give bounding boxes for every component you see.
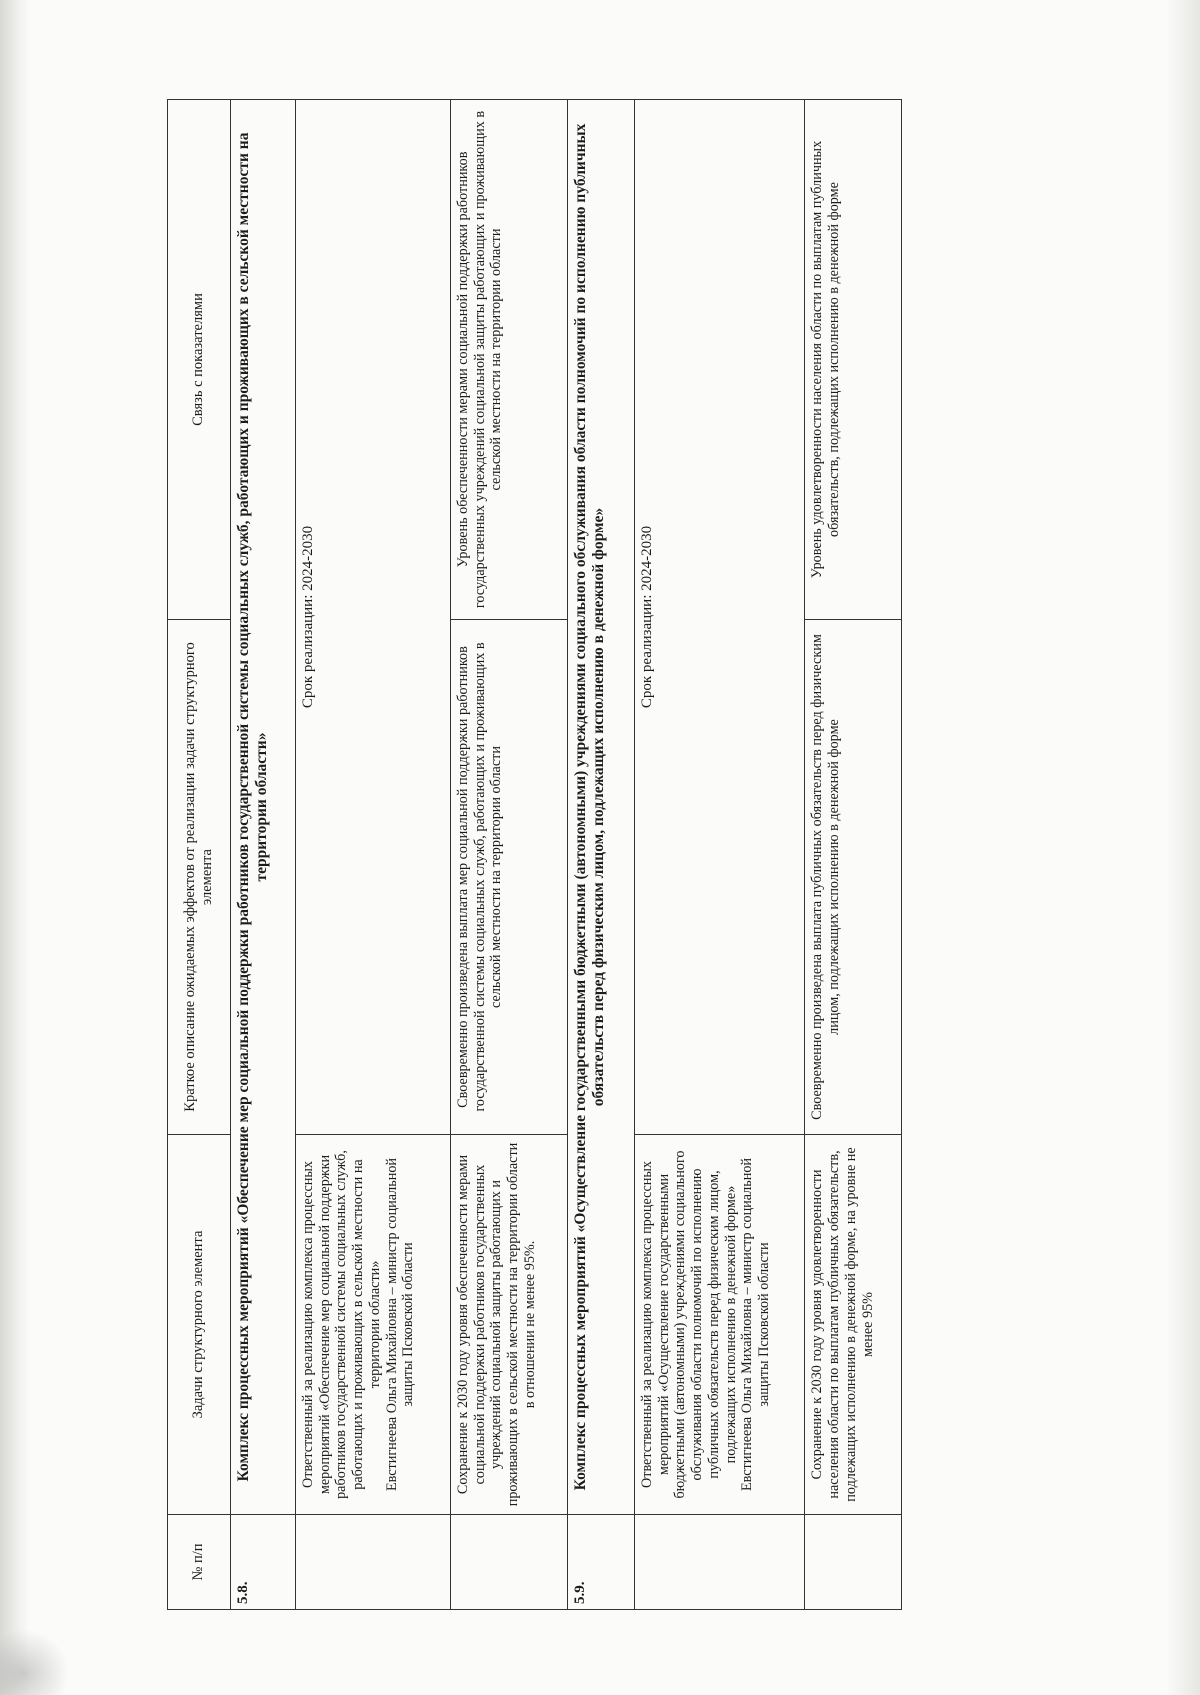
section-number: 5.9. — [567, 1515, 634, 1610]
responsible-text: Ответственный за реализацию комплекса процессных мероприятий «Обеспечение мер социальной поддержки работников государственной системы социальных служб, работающих и проживающих в сельской местности на территории области» — [299, 1150, 383, 1499]
task-row — [450, 100, 567, 1610]
section-row — [230, 100, 295, 1610]
empty-cell — [295, 1515, 450, 1610]
effect-cell: Своевременно произведена выплата мер социальной поддержки работников государственной системы социальных служб, работающих и проживающих в сельской местности на территории области — [450, 620, 567, 1135]
responsible-person: Евстигнеева Ольга Михайловна – министр социальной защиты Псковской области — [383, 1157, 417, 1492]
structural-elements-table — [167, 99, 902, 1610]
section-title: Комплекс процессных мероприятий «Обеспечение мер социальной поддержки работников государственной системы социальных служб, работающих и проживающих в сельской местности на территории области» — [230, 100, 295, 1515]
responsible-cell — [295, 1135, 450, 1515]
responsible-text: Ответственный за реализацию комплекса процессных мероприятий «Осуществление государственными бюджетными (автономными) учреждениями социального обслуживания области полномочий по исполнению публичных обязательств перед физическим лицом, подлежащих исполнению в денежной форме» — [638, 1150, 739, 1499]
indicator-cell: Уровень удовлетворенности населения области по выплатам публичных обязательств, подлежащих исполнению в денежной форме — [805, 100, 902, 620]
header-effects: Краткое описание ожидаемых эффектов от реализации задачи структурного элемента — [168, 620, 231, 1135]
scan-right-edge — [1166, 0, 1200, 1695]
header-tasks: Задачи структурного элемента — [168, 1135, 231, 1515]
task-row — [805, 100, 902, 1610]
task-cell: Сохранение к 2030 году уровня удовлетворенности населения области по выплатам публичных обязательств, подлежащих исполнению в денежной форме, на уровне не менее 95% — [805, 1135, 902, 1515]
indicator-cell: Уровень обеспеченности мерами социальной поддержки работников государственных учреждений социальной защиты работающих и проживающих в сельской местности на территории области — [450, 100, 567, 620]
empty-cell — [450, 1515, 567, 1610]
section-number: 5.8. — [230, 1515, 295, 1610]
header-indicators: Связь с показателями — [168, 100, 231, 620]
period-cell: Срок реализации: 2024-2030 — [634, 100, 805, 1135]
scan-left-edge — [0, 0, 30, 1695]
responsible-person: Евстигнеева Ольга Михайловна – министр социальной защиты Псковской области — [739, 1157, 773, 1492]
responsible-cell — [634, 1135, 805, 1515]
task-cell: Сохранение к 2030 году уровня обеспеченности мерами социальной поддержки работников государственных учреждений социальной защиты работающих и проживающих в сельской местности на территории области в отношении не менее 95%. — [450, 1135, 567, 1515]
scan-noise — [0, 1625, 80, 1695]
table-header-row — [168, 100, 231, 1610]
responsible-row — [634, 100, 805, 1610]
empty-cell — [805, 1515, 902, 1610]
section-row — [567, 100, 634, 1610]
section-title: Комплекс процессных мероприятий «Осуществление государственными бюджетными (автономными) учреждениями социального обслуживания области полномочий по исполнению публичных обязательств перед физическим лицом, подлежащих исполнению в денежной форме» — [567, 100, 634, 1515]
responsible-row — [295, 100, 450, 1610]
rotated-page-content — [167, 100, 902, 1610]
period-cell: Срок реализации: 2024-2030 — [295, 100, 450, 1135]
effect-cell: Своевременно произведена выплата публичных обязательств перед физическим лицом, подлежащих исполнению в денежной форме — [805, 620, 902, 1135]
header-number: № п/п — [168, 1515, 231, 1610]
empty-cell — [634, 1515, 805, 1610]
